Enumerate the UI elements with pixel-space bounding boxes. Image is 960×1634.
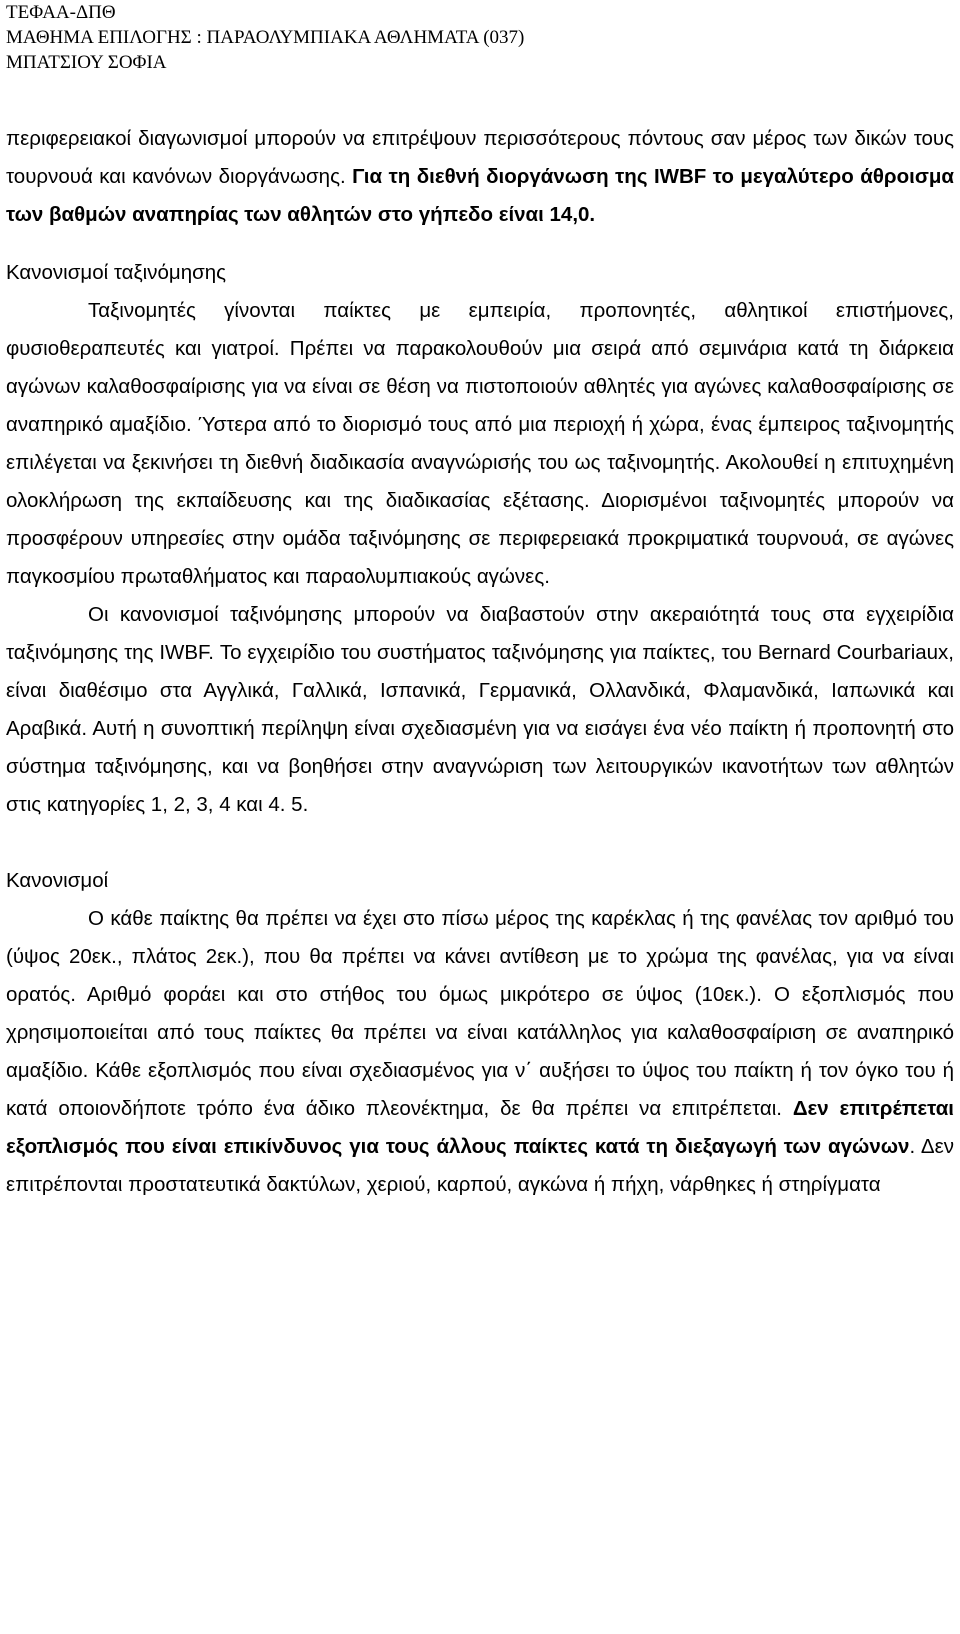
document-body — [6, 120, 954, 1204]
rules-text: Ο κάθε παίκτης θα πρέπει να έχει στο πίσω μέρος της καρέκλας ή της φανέλας τον αριθμό του (ύψος 20εκ., πλάτος 2εκ.), που θα πρέπει να κάνει αντίθεση με το χρώμα της φανέλας, για να είναι ορατός. Αριθμό φοράει και στο στήθος του όμως μικρότερο σε ύψος (10εκ.). Ο εξοπλισμός που χρησιμοποιείται από τους παίκτες θα πρέπει να είναι κατάλληλος για καλαθοσφαίριση σε αναπηρικό αμαξίδιο. Κάθε εξοπλισμός που είναι σχεδιασμένος για ν΄ αυξήσει το ύψος του παίκτη ή τον όγκο του ή κατά οποιονδήποτε τρόπο ένα άδικο πλεονέκτημα, δε θα πρέπει να επιτρέπεται. — [6, 907, 954, 1120]
classification-paragraph-1: Ταξινομητές γίνονται παίκτες με εμπειρία, προπονητές, αθλητικοί επιστήμονες, φυσιοθεραπευτές και γιατροί. Πρέπει να παρακολουθούν μια σειρά από σεμινάρια κατά τη διάρκεια αγώνων καλαθοσφαίρισης για να είναι σε θέση να πιστοποιούν αθλητές για αγώνες καλαθοσφαίρισης σε αναπηρικό αμαξίδιο. Ύστερα από το διορισμό τους από μια περιοχή ή χώρα, ένας έμπειρος ταξινομητής επιλέγεται να ξεκινήσει τη διεθνή διαδικασία αναγνώρισής του ως ταξινομητής. Ακολουθεί η επιτυχημένη ολοκλήρωση της εκπαίδευσης και της διαδικασίας εξέτασης. Διορισμένοι ταξινομητές μπορούν να προσφέρουν υπηρεσίες στην ομάδα ταξινόμησης σε περιφερειακά προκριματικά τουρνουά, σε αγώνες παγκοσμίου πρωταθλήματος και παραολυμπιακούς αγώνες. — [6, 299, 954, 588]
intro-bold-text: Για τη διεθνή διοργάνωση της IWBF το μεγαλύτερο άθροισμα των βαθμών αναπηρίας των αθλητών στο γήπεδο είναι 14,0. — [6, 165, 954, 226]
header-course: ΜΑΘΗΜΑ ΕΠΙΛΟΓΗΣ : ΠΑΡΑΟΛΥΜΠΙΑΚΑ ΑΘΛΗΜΑΤΑ (037) — [6, 27, 525, 48]
header-author: ΜΠΑΤΣΙΟΥ ΣΟΦΙΑ — [6, 52, 167, 73]
document-header — [6, 0, 946, 75]
rules-paragraph-1 — [6, 900, 954, 1204]
rules-bold-text: Δεν επιτρέπεται εξοπλισμός που είναι επικίνδυνος για τους άλλους παίκτες κατά τη διεξαγωγή των αγώνων — [6, 1097, 955, 1158]
classification-paragraph-2: Οι κανονισμοί ταξινόμησης μπορούν να διαβαστούν στην ακεραιότητά τους στα εγχειρίδια ταξινόμησης της IWBF. Το εγχειρίδιο του συστήματος ταξινόμησης για παίκτες, του Bernard Courbariaux, είναι διαθέσιμο στα Αγγλικά, Γαλλικά, Ισπανικά, Γερμανικά, Ολλανδικά, Φλαμανδικά, Ιαπωνικά και Αραβικά. Αυτή η συνοπτική περίληψη είναι σχεδιασμένη για να εισάγει ένα νέο παίκτη ή προπονητή στο σύστημα ταξινόμησης, και να βοηθήσει στην αναγνώριση των λειτουργικών ικανοτήτων των αθλητών στις κατηγορίες 1, 2, 3, 4 και 4. 5. — [6, 603, 954, 816]
heading-rules: Κανονισμοί — [6, 869, 109, 892]
header-institution: ΤΕΦΑΑ-ΔΠΘ — [6, 2, 116, 23]
rules-tail-text: . Δεν επιτρέπονται προστατευτικά δακτύλων, χεριού, καρπού, αγκώνα ή πήχη, νάρθηκες ή στηρίγματα — [6, 1135, 955, 1196]
heading-classification: Κανονισμοί ταξινόμησης — [6, 261, 227, 284]
intro-text: περιφερειακοί διαγωνισμοί μπορούν να επιτρέψουν περισσότερους πόντους σαν μέρος των δικών τους τουρνουά και κανόνων διοργάνωσης. — [6, 127, 954, 188]
intro-paragraph — [6, 120, 954, 234]
